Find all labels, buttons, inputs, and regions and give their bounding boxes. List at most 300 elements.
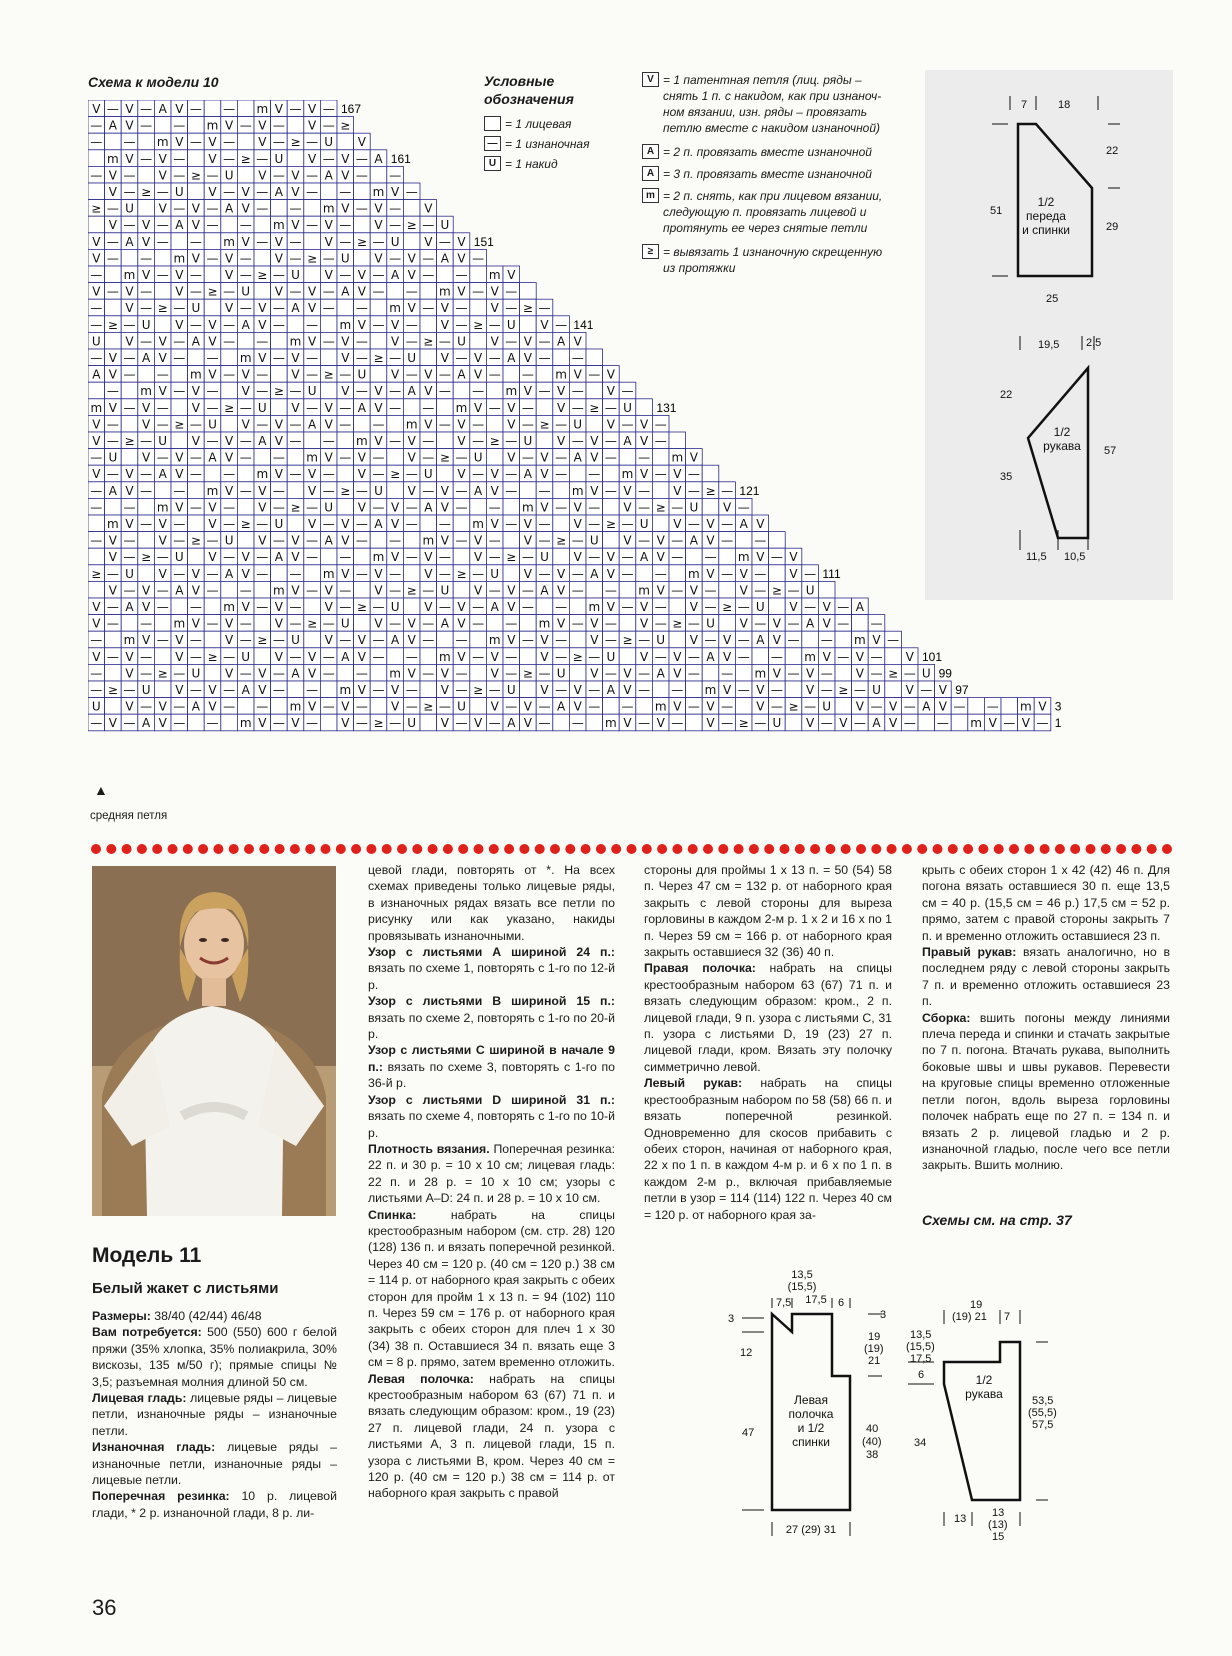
svg-text:U: U (241, 284, 251, 299)
svg-text:—: — (721, 699, 734, 714)
chart-row (88, 449, 702, 466)
svg-text:—: — (156, 600, 169, 614)
svg-text:V: V (141, 600, 151, 614)
svg-text:V: V (224, 483, 234, 498)
svg-text:—: — (106, 384, 119, 399)
svg-text:—: — (173, 483, 186, 498)
svg-text:—: — (422, 434, 435, 448)
svg-text:—: — (787, 616, 800, 631)
svg-text:—: — (90, 351, 103, 365)
svg-text:V: V (457, 649, 466, 664)
svg-text:V: V (556, 566, 566, 581)
svg-text:≥: ≥ (456, 566, 467, 581)
legend-line: = 1 патентная петля (лиц. ряды – (663, 73, 862, 87)
svg-text:—: — (90, 500, 103, 515)
svg-text:—: — (621, 384, 634, 399)
row-number: 1 (1054, 716, 1062, 731)
svg-text:—: — (754, 533, 767, 548)
svg-text:—: — (405, 334, 418, 349)
svg-text:V: V (390, 683, 400, 697)
svg-text:—: — (223, 683, 236, 697)
svg-text:A: A (473, 483, 483, 498)
svg-text:V: V (175, 268, 184, 282)
svg-text:V: V (440, 500, 450, 515)
svg-text:A: A (224, 566, 234, 581)
dim-right: 57 (1104, 445, 1117, 457)
svg-text:—: — (389, 716, 402, 731)
chart-row (88, 631, 901, 648)
svg-text:—: — (106, 284, 119, 299)
red-dot (565, 844, 575, 854)
svg-text:—: — (239, 301, 252, 316)
svg-text:—: — (505, 284, 518, 299)
legend-line: петлю вместе с накидом изнаночной) (663, 121, 881, 135)
svg-text:—: — (123, 583, 136, 598)
svg-text:≥: ≥ (888, 666, 899, 681)
row-number: 101 (922, 649, 943, 664)
svg-text:—: — (654, 467, 667, 482)
svg-text:V: V (125, 649, 134, 664)
svg-text:—: — (106, 600, 119, 614)
red-dot (1070, 844, 1080, 854)
svg-text:V: V (407, 268, 416, 282)
svg-text:V: V (457, 434, 466, 448)
svg-text:—: — (638, 683, 651, 697)
svg-text:V: V (307, 517, 317, 531)
svg-text:—: — (189, 467, 202, 482)
svg-text:—: — (538, 533, 551, 548)
red-dot (841, 844, 851, 854)
svg-text:V: V (855, 649, 865, 664)
svg-text:V: V (1038, 699, 1047, 714)
paragraph-heading: Правая полочка: (644, 961, 756, 976)
svg-text:—: — (256, 334, 269, 349)
svg-text:V: V (722, 683, 732, 697)
svg-text:—: — (438, 517, 451, 531)
chart-row (88, 714, 1051, 731)
svg-text:A: A (540, 583, 549, 598)
paragraph-text: вязать по схеме 2, повторять с 1-го по 20-й р. (368, 1010, 615, 1042)
svg-text:—: — (903, 716, 916, 731)
svg-text:≥: ≥ (788, 699, 799, 714)
paragraph-heading: Узор с листьями В шириной 15 п.: (368, 994, 615, 1009)
svg-text:V: V (208, 500, 217, 515)
svg-text:—: — (140, 334, 153, 349)
red-dot (550, 844, 560, 854)
svg-text:—: — (638, 483, 651, 498)
svg-text:A: A (307, 417, 317, 432)
svg-text:A: A (158, 102, 167, 116)
legend-line: = 2 п. снять, как при лицевом вязании, (663, 189, 883, 203)
svg-text:V: V (573, 683, 582, 697)
svg-text:U: U (340, 616, 350, 631)
red-dot (458, 844, 468, 854)
svg-text:—: — (272, 533, 285, 548)
svg-text:V: V (175, 284, 184, 299)
svg-text:V: V (390, 517, 400, 531)
svg-text:—: — (306, 168, 319, 183)
paragraph (368, 862, 615, 944)
svg-text:V: V (125, 301, 134, 316)
svg-text:≥: ≥ (406, 218, 417, 233)
svg-text:U: U (390, 600, 400, 614)
schematic-label: переда (1026, 209, 1066, 223)
svg-text:A: A (374, 517, 383, 531)
svg-text:—: — (604, 434, 617, 448)
svg-text:—: — (289, 434, 302, 448)
svg-text:≥: ≥ (290, 135, 301, 150)
svg-text:—: — (106, 467, 119, 482)
red-dot (749, 844, 759, 854)
paragraph-text: 500 (550) 600 г белой пряжи (35% хлопка, 35% полиакрила, 30% вискозы, 135 м/50 г); прямые спицы № 3,5; разъемная молния длиной 50 см. (92, 1325, 337, 1389)
svg-text:—: — (621, 699, 634, 714)
svg-text:U: U (556, 666, 566, 681)
svg-text:m: m (206, 483, 219, 498)
legend-item (642, 188, 932, 236)
svg-text:V: V (590, 616, 599, 631)
svg-text:V: V (374, 583, 383, 598)
svg-text:U: U (540, 550, 549, 565)
svg-text:V: V (556, 583, 566, 598)
red-dot (382, 844, 392, 854)
svg-text:—: — (472, 616, 485, 631)
svg-text:—: — (538, 483, 551, 498)
svg-text:V: V (888, 699, 898, 714)
svg-text:≥: ≥ (224, 400, 235, 415)
svg-text:V: V (307, 467, 317, 482)
svg-text:—: — (405, 467, 418, 482)
svg-text:m: m (173, 616, 186, 631)
svg-text:V: V (341, 716, 350, 731)
svg-text:—: — (422, 218, 435, 233)
svg-text:m: m (223, 600, 235, 614)
svg-text:m: m (605, 716, 617, 731)
svg-text:V: V (440, 317, 450, 332)
dim-left-a: (15,5) (906, 1341, 935, 1353)
svg-text:m: m (339, 683, 352, 697)
chart-row (88, 648, 918, 665)
svg-text:U: U (274, 151, 284, 166)
svg-text:—: — (223, 334, 236, 349)
svg-text:—: — (405, 367, 418, 382)
svg-text:—: — (339, 268, 352, 282)
svg-text:—: — (389, 251, 402, 266)
svg-text:V: V (722, 500, 732, 515)
svg-text:V: V (92, 284, 101, 299)
svg-text:—: — (389, 201, 402, 216)
svg-text:≥: ≥ (489, 434, 500, 448)
svg-text:A: A (125, 234, 134, 249)
dim-right-c: 38 (866, 1449, 879, 1461)
svg-text:V: V (507, 417, 516, 432)
svg-text:U: U (805, 583, 815, 598)
svg-text:U: U (174, 550, 184, 565)
svg-text:—: — (272, 268, 285, 282)
svg-text:A: A (141, 716, 151, 731)
svg-text:—: — (488, 400, 501, 415)
paragraph (92, 1439, 337, 1488)
red-dot (428, 844, 438, 854)
svg-text:—: — (571, 716, 584, 731)
svg-text:—: — (372, 600, 385, 614)
svg-text:V: V (407, 616, 416, 631)
svg-text:—: — (140, 118, 153, 133)
svg-text:—: — (256, 417, 269, 432)
svg-text:—: — (206, 218, 219, 233)
dim-bottom-a: 11,5 (1026, 551, 1047, 563)
svg-text:—: — (422, 666, 435, 681)
svg-text:m: m (439, 284, 451, 299)
svg-text:—: — (339, 450, 352, 465)
svg-text:—: — (322, 616, 335, 631)
svg-text:—: — (306, 500, 319, 515)
svg-text:≥: ≥ (91, 566, 102, 581)
svg-text:—: — (621, 417, 634, 432)
svg-text:—: — (355, 334, 368, 349)
svg-text:—: — (671, 533, 684, 548)
svg-text:—: — (472, 600, 485, 614)
legend-text: = 1 изнаночная (505, 137, 590, 151)
svg-text:V: V (490, 334, 499, 349)
svg-text:—: — (256, 384, 269, 399)
svg-text:—: — (438, 600, 451, 614)
svg-text:V: V (490, 467, 499, 482)
svg-text:V: V (590, 483, 599, 498)
svg-text:V: V (673, 483, 682, 498)
svg-text:A: A (590, 566, 599, 581)
svg-text:V: V (341, 384, 350, 399)
svg-text:V: V (291, 185, 300, 199)
svg-text:—: — (438, 384, 451, 399)
svg-text:V: V (208, 135, 217, 150)
chart-row (88, 515, 769, 532)
paragraph-text: вязать по схеме 1, повторять с 1-го по 12-й р. (368, 961, 615, 992)
svg-text:—: — (770, 683, 783, 697)
svg-text:—: — (521, 367, 534, 382)
svg-text:—: — (820, 666, 833, 681)
svg-text:—: — (571, 566, 584, 581)
svg-text:—: — (472, 566, 485, 581)
red-dot (336, 844, 346, 854)
row-number: 141 (573, 317, 594, 332)
dim-right-b: 29 (1106, 221, 1119, 233)
paragraph (644, 862, 892, 960)
dim-left-a: 13,5 (910, 1329, 932, 1341)
svg-text:—: — (505, 699, 518, 714)
svg-text:—: — (488, 550, 501, 565)
svg-text:≥: ≥ (356, 600, 367, 614)
dim-top-b: 2,5 (1086, 337, 1102, 349)
svg-text:—: — (289, 467, 302, 482)
svg-text:—: — (472, 467, 485, 482)
svg-text:V: V (357, 500, 367, 515)
svg-text:V: V (639, 649, 649, 664)
svg-text:—: — (156, 234, 169, 249)
svg-text:—: — (638, 500, 651, 515)
svg-text:—: — (372, 500, 385, 515)
svg-text:—: — (438, 367, 451, 382)
paragraph (644, 1075, 892, 1223)
svg-text:V: V (274, 102, 284, 116)
svg-text:—: — (256, 550, 269, 565)
svg-text:—: — (638, 716, 651, 731)
svg-text:U: U (407, 716, 417, 731)
purl-symbol-icon: — (484, 136, 501, 151)
svg-text:—: — (389, 583, 402, 598)
svg-text:m: m (455, 400, 468, 415)
svg-text:V: V (656, 583, 665, 598)
svg-text:—: — (123, 533, 136, 548)
svg-text:U: U (506, 317, 516, 332)
row-number: 161 (390, 151, 411, 166)
svg-text:—: — (306, 683, 319, 697)
svg-text:A: A (191, 699, 201, 714)
svg-text:V: V (291, 533, 300, 548)
legend-line: = вывязать 1 изнаночную скрещенную (663, 245, 883, 259)
red-dot (183, 844, 193, 854)
svg-text:—: — (239, 400, 252, 415)
dim-top: (15,5) (787, 1281, 817, 1293)
svg-text:≥: ≥ (257, 633, 268, 648)
svg-text:m: m (256, 102, 269, 116)
legend-title-line-2: обозначения (484, 91, 574, 107)
svg-text:≥: ≥ (473, 683, 484, 697)
svg-text:—: — (671, 716, 684, 731)
svg-text:V: V (208, 317, 217, 332)
svg-text:—: — (322, 483, 335, 498)
legend-title-line-1: Условные (484, 73, 555, 89)
svg-text:—: — (953, 699, 966, 714)
svg-text:—: — (223, 317, 236, 332)
svg-text:m: m (737, 550, 750, 565)
red-dot (642, 844, 652, 854)
svg-text:V: V (855, 666, 865, 681)
paragraph-heading: Узор с листьями D шириной 31 п.: (368, 1092, 615, 1107)
svg-text:A: A (341, 284, 350, 299)
chart-row (88, 133, 370, 150)
svg-text:V: V (191, 566, 201, 581)
dim-right-a: 22 (1106, 145, 1119, 157)
svg-text:—: — (571, 351, 584, 365)
svg-text:—: — (189, 268, 202, 282)
svg-text:V: V (357, 317, 367, 332)
svg-text:V: V (341, 533, 350, 548)
svg-text:—: — (505, 483, 518, 498)
svg-text:—: — (339, 185, 352, 199)
svg-text:—: — (787, 583, 800, 598)
svg-text:V: V (490, 301, 499, 316)
svg-text:V: V (623, 683, 632, 697)
svg-text:V: V (490, 666, 499, 681)
paragraph-text: набрать на спицы крестообразным набором по 58 (58) 66 п. и вязать поперечной резинкой. Одновременно для скосов прибавить с обеих сторон, начиная от наборного края, 22 x по 1 п. в каждом 4-м р. и 6 x по 1 п. в каждом 2-м р., включая прибавляемые петли в узор = 114 (114) 122 п. Через 40 см = 120 р. от наборного края за- (644, 1076, 893, 1222)
svg-text:V: V (673, 467, 682, 482)
svg-text:—: — (106, 649, 119, 664)
svg-text:U: U (291, 268, 300, 282)
svg-text:V: V (639, 616, 649, 631)
paragraph-text: лицевые ряды – изнаночные петли, изнаночные ряды – лицевые петли. (92, 1440, 337, 1488)
svg-text:≥: ≥ (91, 201, 102, 216)
svg-text:V: V (374, 251, 383, 266)
chart-row (88, 316, 569, 333)
red-dot (871, 844, 881, 854)
text-column-1 (92, 1308, 337, 1521)
svg-text:—: — (306, 583, 319, 598)
svg-text:—: — (173, 533, 186, 548)
twisted-purl-symbol-icon: ≥ (642, 244, 659, 259)
svg-text:V: V (590, 434, 599, 448)
svg-text:—: — (189, 284, 202, 299)
svg-text:—: — (721, 533, 734, 548)
svg-text:m: m (123, 633, 136, 648)
red-dot (259, 844, 269, 854)
red-dot (963, 844, 973, 854)
svg-text:—: — (671, 550, 684, 565)
svg-text:U: U (241, 649, 251, 664)
chart-row (88, 432, 686, 449)
svg-text:≥: ≥ (240, 517, 251, 531)
svg-text:—: — (422, 450, 435, 465)
svg-text:—: — (920, 683, 933, 697)
svg-text:U: U (174, 185, 184, 199)
svg-text:V: V (357, 135, 367, 150)
svg-text:V: V (374, 566, 383, 581)
svg-text:V: V (324, 450, 333, 465)
svg-text:V: V (473, 351, 483, 365)
svg-text:—: — (355, 483, 368, 498)
svg-text:—: — (355, 301, 368, 316)
svg-text:V: V (307, 334, 317, 349)
svg-text:U: U (623, 400, 632, 415)
svg-text:≥: ≥ (622, 633, 633, 648)
svg-text:V: V (307, 699, 317, 714)
svg-text:—: — (804, 566, 817, 581)
svg-text:V: V (424, 234, 433, 249)
chart-row (88, 266, 520, 283)
paragraph-text: 38/40 (42/44) 46/48 (150, 1309, 262, 1323)
row-number: 111 (822, 566, 841, 581)
svg-text:U: U (457, 699, 466, 714)
svg-text:—: — (90, 118, 103, 133)
svg-text:—: — (339, 550, 352, 565)
svg-text:—: — (472, 434, 485, 448)
red-dot (917, 844, 927, 854)
svg-text:—: — (389, 533, 402, 548)
svg-text:V: V (258, 666, 267, 681)
svg-text:m: m (356, 434, 368, 448)
red-dot (198, 844, 208, 854)
svg-text:U: U (357, 367, 367, 382)
svg-text:V: V (274, 251, 284, 266)
text-column-2 (368, 862, 615, 1502)
svg-text:U: U (324, 500, 334, 515)
svg-text:V: V (905, 683, 914, 697)
svg-text:—: — (256, 151, 269, 166)
svg-text:V: V (125, 102, 134, 116)
paragraph (92, 1488, 337, 1521)
svg-text:V: V (258, 118, 267, 133)
svg-text:V: V (291, 716, 300, 731)
svg-text:A: A (341, 649, 350, 664)
svg-text:m: m (754, 666, 767, 681)
svg-text:m: m (372, 185, 385, 199)
svg-text:—: — (140, 467, 153, 482)
svg-text:—: — (123, 550, 136, 565)
svg-text:—: — (687, 666, 700, 681)
paragraph-text: крыть с обеих сторон 1 x 42 (42) 46 п. Для погона вязать оставшиеся 30 п. еще 13,5 см = 40 р. (15,5 см = 46 р.) 17,5 см = 52 р. прямо, затем с правой стороны закрыть 7 п. и временно отложить оставшиеся 23 п. (922, 863, 1170, 943)
svg-text:—: — (189, 102, 202, 116)
svg-text:—: — (239, 434, 252, 448)
svg-text:V: V (307, 102, 317, 116)
